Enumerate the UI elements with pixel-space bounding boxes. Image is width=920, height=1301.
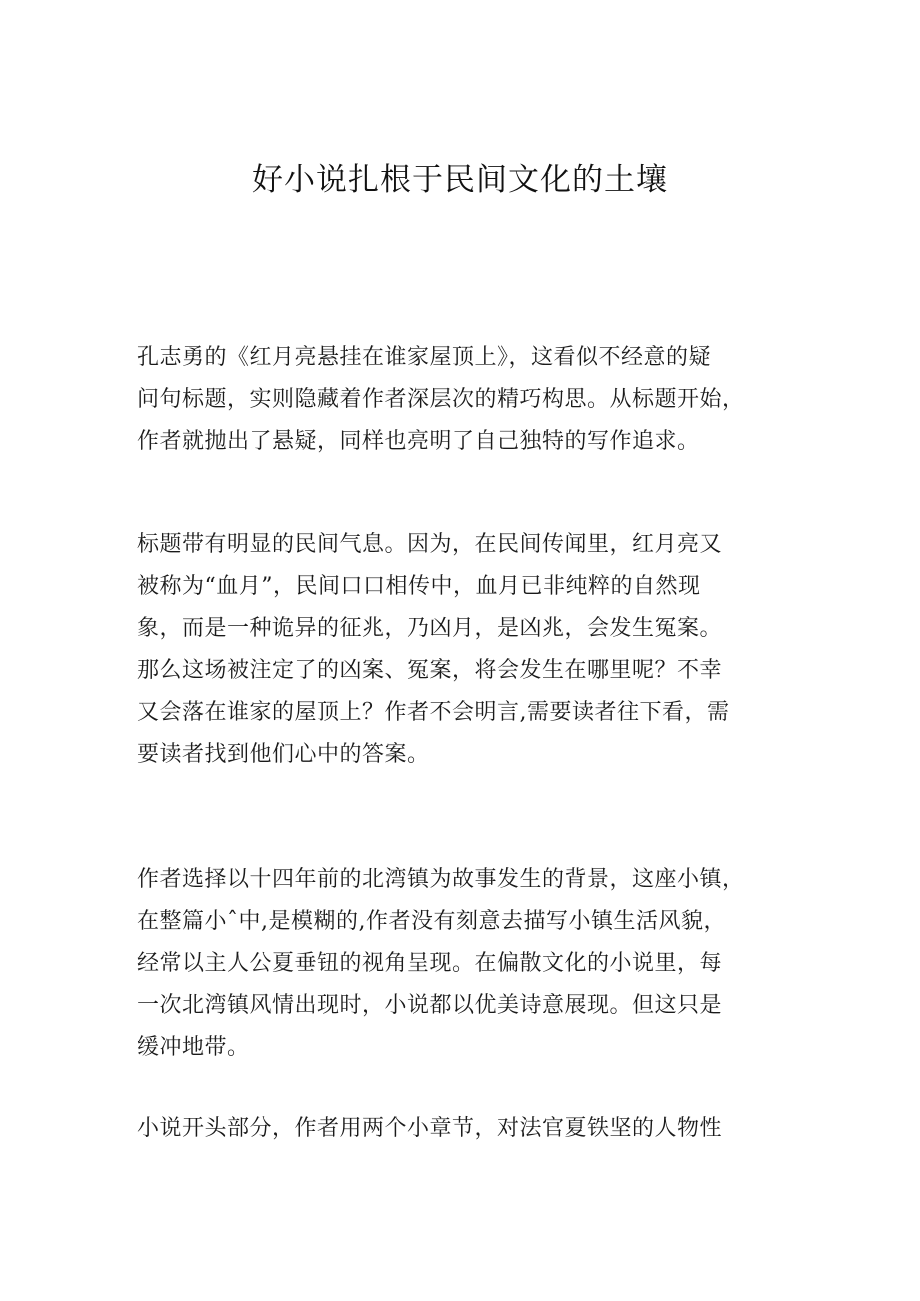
paragraph-line: 标题带有明显的民间气息。因为，在民间传闻里，红月亮又: [137, 532, 723, 557]
paragraph-line: 作者就抛出了悬疑，同样也亮明了自己独特的写作追求。: [137, 429, 700, 454]
paragraph-4: [137, 1108, 789, 1150]
paragraph-line: 小说开头部分，作者用两个小章节，对法官夏铁坚的人物性: [137, 1116, 723, 1141]
paragraph-line: 又会落在谁家的屋顶上？作者不会明言,需要读者往下看，需: [137, 700, 730, 725]
paragraph-line: 孔志勇的《红月亮悬挂在谁家屋顶上》，这看似不经意的疑: [137, 345, 712, 370]
paragraph-line: 那么这场被注定了的凶案、冤案，将会发生在哪里呢？不幸: [137, 658, 723, 683]
paragraph-line: 要读者找到他们心中的答案。: [137, 742, 430, 767]
paragraph-line: 缓冲地带。: [137, 1035, 250, 1060]
paragraph-line: 被称为“血月”，民间口口相传中，血月已非纯粹的自然现: [137, 574, 701, 599]
document-title: 好小说扎根于民间文化的土壤: [252, 162, 668, 198]
paragraph-1: [137, 337, 789, 463]
paragraph-line: 一次北湾镇风情出现时，小说都以优美诗意展现。但这只是: [137, 993, 723, 1018]
paragraph-line: 在整篇小ˆ中,是模糊的,作者没有刻意去描写小镇生活风貌，: [137, 909, 726, 934]
paragraph-2: [137, 524, 789, 776]
paragraph-line: 问句标题，实则隐藏着作者深层次的精巧构思。从标题开始，: [137, 387, 745, 412]
paragraph-3: [137, 859, 789, 1069]
paragraph-line: 作者选择以十四年前的北湾镇为故事发生的背景，这座小镇，: [137, 867, 745, 892]
paragraph-line: 经常以主人公夏垂钮的视角呈现。在偏散文化的小说里，每: [137, 951, 723, 976]
paragraph-line: 象，而是一种诡异的征兆，乃凶月，是凶兆，会发生冤案。: [137, 616, 723, 641]
